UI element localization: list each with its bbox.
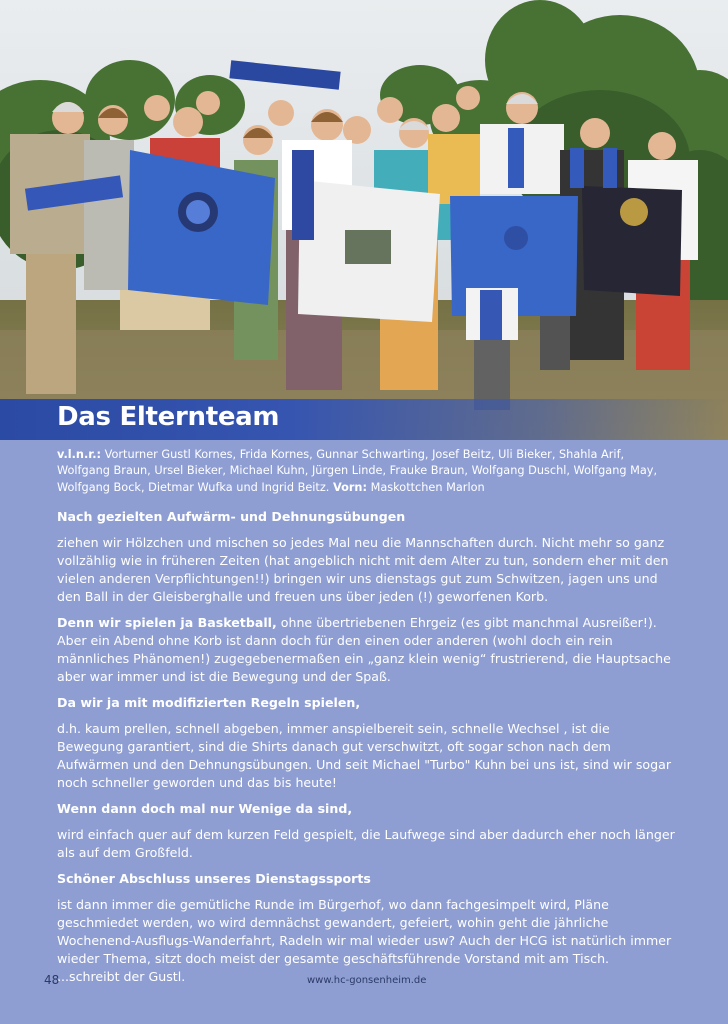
section-text: wird einfach quer auf dem kurzen Feld gespielt, die Laufwege sind aber dadurch eher noch länger als auf dem Großfeld. — [57, 827, 675, 861]
caption-front-names: Maskottchen Marlon — [367, 480, 485, 494]
page-number: 48 — [44, 973, 60, 987]
article-title: Das Elternteam — [57, 402, 280, 432]
section-heading: Nach gezielten Aufwärm- und Dehnungsübungen — [57, 509, 406, 525]
website-url[interactable]: www.hc-gonsenheim.de — [307, 975, 427, 986]
title-band — [0, 399, 728, 440]
section-text: d.h. kaum prellen, schnell abgeben, immer anspielbereit sein, schnelle Wechsel , ist die Bewegung garantiert, sind die Shirts danach gut verschwitzt, oft sogar schon nach dem Aufwärmen und den Dehnungsübungen. Und seit Michael "Turbo" Kuhn bei uns ist, sind wir sogar noch schneller geworden und das bis heute! — [57, 721, 672, 791]
caption-front-label: Vorn: — [332, 480, 367, 494]
section-heading: Schöner Abschluss unseres Dienstagssports — [57, 871, 371, 887]
section-lead-bold: Denn wir spielen ja Basketball, — [57, 615, 277, 631]
section-text: ohne übertriebenen Ehrgeiz (es gibt manchmal Ausreißer!). Aber ein Abend ohne Korb ist dann doch für den einen oder anderen (wohl doch ein rein männliches Phänomen!) zugegebenermaßen ein „ganz klein wenig“ frustrierend, die Hauptsache aber war immer und ist die Bewegung und der Spaß. — [57, 615, 671, 685]
signoff: ...schreibt der Gustl. — [57, 969, 186, 985]
section-heading: Da wir ja mit modifizierten Regeln spielen, — [57, 695, 361, 711]
caption-names: Vorturner Gustl Kornes, Frida Kornes, Gunnar Schwarting, Josef Beitz, Uli Bieker, Shahla Arif, Wolfgang Braun, Ursel Bieker, Michael Kuhn, Jürgen Linde, Frauke Braun, Wolfgang Duschl, Wolfgang May, Wolfgang Bock, Dietmar Wufka und Ingrid Beitz. — [57, 448, 658, 494]
photo-caption — [57, 447, 677, 496]
group-photo — [0, 0, 728, 440]
caption-prefix: v.l.n.r.: — [57, 448, 102, 461]
section-heading: Wenn dann doch mal nur Wenige da sind, — [57, 801, 353, 817]
section-text: ist dann immer die gemütliche Runde im Bürgerhof, wo dann fachgesimpelt wird, Pläne geschmiedet werden, wo wird demnächst gewandert, gefeiert, wohin geht die jährliche Wochenend-Ausflugs-Wanderfahrt, Radeln wir mal wieder usw? Auch der HCG ist natürlich immer wieder Thema, sitzt doch meist der gesamte geschäftsführende Vorstand mit am Tisch. — [57, 897, 672, 967]
section-paragraph — [57, 614, 677, 686]
article-body — [57, 447, 677, 986]
section-text: ziehen wir Hölzchen und mischen so jedes Mal neu die Mannschaften durch. Nicht mehr so ganz vollzählig wie in früheren Zeiten (hat angeblich nicht mit dem Alter zu tun, sondern eher mit den vielen anderen Verpflichtungen!!) bringen wir uns dienstags gut zum Schwitzen, jagen uns und den Ball in der Gleisberghalle und freuen uns über jeden (!) geworfenen Korb. — [57, 535, 669, 605]
